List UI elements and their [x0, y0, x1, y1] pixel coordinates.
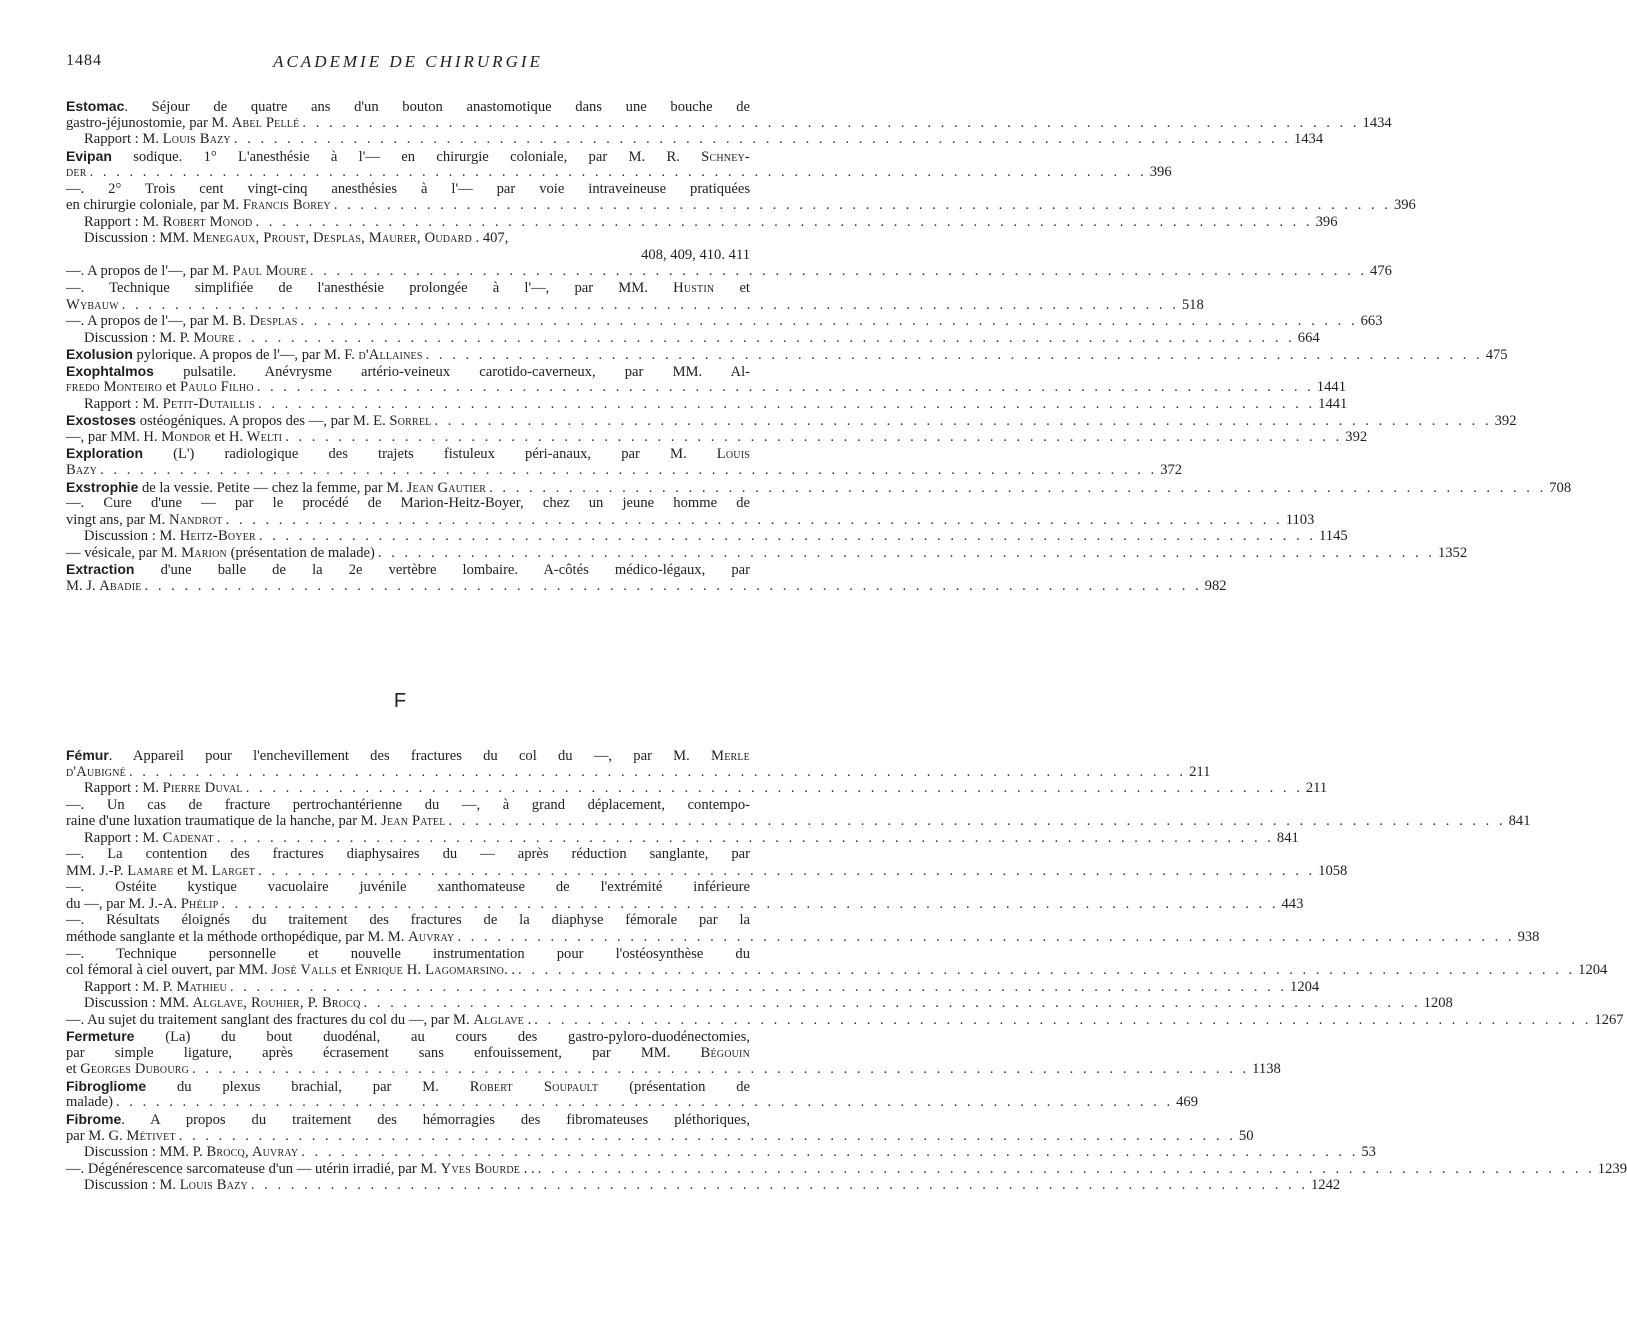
author-name: Pierre Duval [162, 780, 243, 797]
leader-dots: . . . . . . . . . . . . . . . . . . . . . . . . . . . . . . . . . . . . . . . . . . . . . . . . . . . . . . . . . . . . . . . . . . . . . . . . . . . . . . . . [216, 829, 1274, 846]
entry-text: —. Résultats éloignés du traitement des fractures de la diaphyse fémorale par la [66, 912, 750, 929]
entry-text: pulsatile. Anévrysme artério-veineux carotido-caverneux, par MM. Al- [153, 363, 750, 380]
leader-dots: . . . . . . . . . . . . . . . . . . . . . . . . . . . . . . . . . . . . . . . . . . . . . . . . . . . . . . . . . . . . . . . . . . . . . . . . . . . . . . . . [434, 413, 1492, 430]
author-name: Georges Dubourg [80, 1061, 190, 1078]
author-name: Wybauw [66, 296, 119, 313]
leader-dots: . . . . . . . . . . . . . . . . . . . . . . . . . . . . . . . . . . . . . . . . . . . . . . . . . . . . . . . . . . . . . . . . . . . . . . . . . . . . . . . . [245, 780, 1303, 797]
entry-text: . Séjour de quatre ans d'un bouton anastomotique dans une bouche de [124, 99, 750, 115]
page-reference: 392 [1494, 413, 1517, 430]
index-line [66, 197, 1416, 214]
page-reference: 1138 [1252, 1061, 1281, 1078]
entry-text [66, 263, 307, 280]
index-line [66, 412, 1517, 430]
index-term: Exploration [66, 445, 144, 462]
leader-dots: . . . . . . . . . . . . . . . . . . . . . . . . . . . . . . . . . . . . . . . . . . . . . . . . . . . . . . . . . . . . . . . . . . . . . . . . . . . . . . . . [178, 1127, 1236, 1144]
page-reference: 664 [1297, 329, 1320, 346]
author-name: fredo Monteiro [66, 379, 163, 396]
entry-text [66, 545, 375, 562]
entry-text: —. Au sujet du traitement sanglant des fractures du col du —, par M. [66, 1011, 474, 1028]
author-name: José Valls [271, 962, 337, 979]
index-line [66, 511, 1315, 529]
page-reference: 372 [1160, 462, 1183, 479]
entry-text: —. Ostéite kystique vacuolaire juvénile xanthomateuse de l'extrémité inférieure [66, 879, 750, 896]
entry-text: —. Dégénérescence sarcomateuse d'un — utérin irradié, par M. [66, 1160, 441, 1177]
page-reference: 663 [1360, 313, 1383, 330]
entry-text [66, 929, 454, 946]
index-line [66, 995, 1453, 1012]
index-line [66, 181, 750, 198]
entry-text [66, 1061, 189, 1078]
entry-text: d'une balle de la 2e vertèbre lombaire. A-côtés médico-légaux, par [134, 562, 750, 579]
entry-text [66, 479, 486, 497]
index-line [66, 895, 1304, 913]
index-line [66, 879, 750, 896]
author-name: Merle [711, 748, 750, 764]
author-name: Schney- [701, 148, 750, 165]
index-block-f [66, 747, 1627, 1194]
index-line [66, 379, 1346, 396]
index-term: Exolusion [66, 346, 133, 363]
entry-text: M. J. [66, 577, 100, 594]
entry-text: Rapport : M. [84, 829, 163, 846]
entry-text [84, 830, 214, 847]
author-name: Paul Moure [232, 263, 307, 280]
author-name: Phélip [180, 895, 219, 912]
entry-text: . . [504, 962, 516, 979]
author-name: Métivet [126, 1127, 176, 1144]
index-line [66, 561, 750, 578]
index-line [66, 1111, 750, 1128]
leader-dots: . . . . . . . . . . . . . . . . . . . . . . . . . . . . . . . . . . . . . . . . . . . . . . . . . . . . . . . . . . . . . . . . . . . . . . . . . . . . . . . . [225, 511, 1283, 528]
author-name: Alglave, Rouhier, P. Brocq [192, 995, 361, 1012]
index-term: Exostoses [66, 412, 137, 429]
author-name: Auvray [408, 929, 455, 946]
page-reference: 1441 [1316, 379, 1346, 396]
entry-text: et M. [173, 862, 212, 879]
leader-dots: . . . . . . . . . . . . . . . . . . . . . . . . . . . . . . . . . . . . . . . . . . . . . . . . . . . . . . . . . . . . . . . . . . . . . . . . . . . . . . . . [534, 1011, 1592, 1028]
leader-dots: . . . . . . . . . . . . . . . . . . . . . . . . . . . . . . . . . . . . . . . . . . . . . . . . . . . . . . . . . . . . . . . . . . . . . . . . . . . . . . . . [128, 763, 1187, 780]
entry-text: par M. G. [66, 1127, 127, 1144]
page-reference: 1434 [1362, 114, 1392, 131]
leader-dots: . . . . . . . . . . . . . . . . . . . . . . . . . . . . . . . . . . . . . . . . . . . . . . . . . . . . . . . . . . . . . . . . . . . . . . . . . . . . . . . . [237, 329, 1295, 346]
author-name: Robert Monod [162, 213, 253, 230]
index-line [66, 813, 1531, 830]
index-line [66, 1127, 1254, 1145]
entry-text: Rapport : M. [84, 131, 163, 148]
page-reference: 1352 [1437, 544, 1468, 561]
index-line [66, 797, 750, 814]
entry-text: de la vessie. Petite — chez la femme, par M. [138, 479, 407, 496]
author-name: Welti [246, 428, 283, 445]
index-line [66, 846, 750, 863]
index-line [66, 98, 750, 115]
index-line [66, 747, 750, 764]
author-name: Francis Borey [242, 197, 331, 214]
leader-dots: . . . . . . . . . . . . . . . . . . . . . . . . . . . . . . . . . . . . . . . . . . . . . . . . . . . . . . . . . . . . . . . . . . . . . . . . . . . . . . . . [333, 197, 1391, 214]
entry-text: du —, par M. J.-A. [66, 895, 181, 912]
page-reference: 1242 [1310, 1177, 1341, 1194]
entry-text [84, 1177, 248, 1194]
entry-text: —. A propos de l'—, par M. B. [66, 313, 250, 330]
author-name: Abadie [99, 577, 142, 594]
entry-text [66, 962, 515, 979]
entry-text: gastro-jéjunostomie, par M. [66, 114, 232, 131]
index-line [66, 313, 1383, 330]
entry-text [66, 512, 223, 529]
page-reference: 1208 [1423, 995, 1453, 1012]
page-reference: 708 [1549, 479, 1572, 496]
author-name: Robert Soupault [469, 1078, 599, 1095]
index-line [66, 296, 1204, 314]
author-name: Petit-Dutaillis [162, 395, 256, 412]
entry-text: — vésicale, par M. [66, 544, 182, 561]
page-reference: 396 [1149, 164, 1172, 181]
entry-text: —. La contention des fractures diaphysaires du — après réduction sanglante, par [66, 846, 750, 863]
page-reference: 396 [1393, 197, 1416, 214]
page-reference: 392 [1345, 428, 1368, 445]
entry-text [84, 780, 243, 797]
author-name: Abel Pellé [231, 114, 300, 131]
author-name: Hustin [673, 280, 715, 297]
entry-text: Rapport : M. [84, 395, 163, 412]
page-reference: 982 [1204, 577, 1227, 594]
author-name: Jean Gautier [406, 479, 487, 496]
page-reference: 476 [1370, 263, 1392, 280]
index-line [66, 528, 1348, 545]
entry-text: et [66, 1061, 81, 1078]
entry-text: raine d'une luxation traumatique de la hanche, par M. [66, 813, 382, 830]
page-reference: 1204 [1578, 962, 1608, 979]
leader-dots: . . . . . . . . . . . . . . . . . . . . . . . . . . . . . . . . . . . . . . . . . . . . . . . . . . . . . . . . . . . . . . . . . . . . . . . . . . . . . . . . [302, 114, 1360, 131]
index-line [66, 962, 1608, 979]
entry-text [66, 197, 331, 214]
leader-dots: . . . . . . . . . . . . . . . . . . . . . . . . . . . . . . . . . . . . . . . . . . . . . . . . . . . . . . . . . . . . . . . . . . . . . . . . . . . . . . . . [301, 1144, 1359, 1161]
index-line [66, 1177, 1341, 1194]
index-line [66, 213, 1338, 231]
leader-dots: . . . . . . . . . . . . . . . . . . . . . . . . . . . . . . . . . . . . . . . . . . . . . . . . . . . . . . . . . . . . . . . . . . . . . . . . . . . . . . . . [192, 1061, 1250, 1078]
page-reference: 211 [1305, 780, 1328, 797]
author-name: Nandrot [168, 511, 223, 528]
index-line [66, 395, 1348, 413]
entry-text: malade) [66, 1094, 113, 1111]
index-term: Fibrogliome [66, 1077, 147, 1094]
entry-text: méthode sanglante et la méthode orthopédique, par M. M. [66, 929, 409, 946]
leader-dots: . . . . . . . . . . . . . . . . . . . . . . . . . . . . . . . . . . . . . . . . . . . . . . . . . . . . . . . . . . . . . . . . . . . . . . . . . . . . . . . . [285, 428, 1343, 445]
entry-text: Discussion : MM. [84, 230, 193, 247]
entry-text [66, 379, 254, 396]
index-term: Exophtalmos [66, 362, 154, 379]
index-line [66, 1045, 750, 1062]
entry-text: . . [520, 1160, 535, 1177]
page-reference: 1103 [1285, 511, 1315, 528]
leader-dots: . . . . . . . . . . . . . . . . . . . . . . . . . . . . . . . . . . . . . . . . . . . . . . . . . . . . . . . . . . . . . . . . . . . . . . . . . . . . . . . . [121, 296, 1179, 313]
index-line [66, 978, 1320, 996]
leader-dots: . . . . . . . . . . . . . . . . . . . . . . . . . . . . . . . . . . . . . . . . . . . . . . . . . . . . . . . . . . . . . . . . . . . . . . . . . . . . . . . . [116, 1094, 1174, 1111]
index-term: Extraction [66, 561, 135, 578]
author-name: Heitz-Boyer [179, 528, 256, 545]
entry-text [66, 578, 142, 595]
page-number: 1484 [66, 52, 102, 69]
index-term: Fémur [66, 747, 109, 763]
author-name: Enrique H. Lagomarsino [354, 962, 505, 979]
leader-dots: . . . . . . . . . . . . . . . . . . . . . . . . . . . . . . . . . . . . . . . . . . . . . . . . . . . . . . . . . . . . . . . . . . . . . . . . . . . . . . . . [258, 395, 1316, 412]
author-name: Menegaux, Proust, Desplas, Maurer, Oudard [192, 230, 472, 247]
leader-dots: . . . . . . . . . . . . . . . . . . . . . . . . . . . . . . . . . . . . . . . . . . . . . . . . . . . . . . . . . . . . . . . . . . . . . . . . . . . . . . . . [144, 577, 1202, 594]
entry-text [84, 1144, 298, 1161]
author-name: Marion [181, 544, 227, 561]
page-reference: 475 [1485, 347, 1508, 364]
index-line [66, 1078, 750, 1095]
index-line [66, 1011, 1624, 1029]
entry-text [84, 230, 508, 247]
index-line [66, 445, 750, 462]
index-line [66, 230, 750, 247]
entry-text: et [714, 280, 750, 297]
entry-text: Rapport : M. P. [84, 978, 177, 995]
author-name: Jean Patel [381, 813, 446, 830]
leader-dots: . . . . . . . . . . . . . . . . . . . . . . . . . . . . . . . . . . . . . . . . . . . . . . . . . . . . . . . . . . . . . . . . . . . . . . . . . . . . . . . . [309, 263, 1368, 280]
running-header [66, 52, 750, 74]
author-name: Bazy [66, 462, 98, 479]
index-line [66, 1160, 1627, 1178]
entry-text [66, 429, 282, 446]
entry-text: du plexus brachial, par M. [146, 1078, 470, 1095]
entry-text [66, 115, 299, 132]
leader-dots: . . . . . . . . . . . . . . . . . . . . . . . . . . . . . . . . . . . . . . . . . . . . . . . . . . . . . . . . . . . . . . . . . . . . . . . . . . . . . . . . [100, 462, 1158, 479]
index-line [66, 131, 1324, 148]
page-reference: 938 [1517, 929, 1540, 946]
page-reference: 396 [1315, 213, 1338, 230]
entry-text [84, 979, 227, 996]
entry-text: Discussion : M. P. [84, 329, 194, 346]
page-reference: 469 [1176, 1094, 1198, 1111]
leader-dots: . . . . . . . . . . . . . . . . . . . . . . . . . . . . . . . . . . . . . . . . . . . . . . . . . . . . . . . . . . . . . . . . . . . . . . . . . . . . . . . . [256, 379, 1314, 396]
author-name: Mathieu [176, 978, 227, 995]
index-line [66, 946, 750, 963]
page-reference: 1267 [1594, 1011, 1624, 1028]
entry-text: Discussion : M. [84, 528, 180, 545]
entry-text: (La) du bout duodénal, au cours des gastro-pyloro-duodénectomies, [134, 1029, 750, 1046]
entry-text [84, 396, 255, 413]
entry-text: (présentation de [598, 1078, 750, 1095]
entry-text [66, 297, 119, 314]
index-block-e [66, 98, 1572, 594]
entry-text: col fémoral à ciel ouvert, par MM. [66, 962, 272, 979]
leader-dots: . . . . . . . . . . . . . . . . . . . . . . . . . . . . . . . . . . . . . . . . . . . . . . . . . . . . . . . . . . . . . . . . . . . . . . . . . . . . . . . . [258, 528, 1317, 545]
leader-dots: . . . . . . . . . . . . . . . . . . . . . . . . . . . . . . . . . . . . . . . . . . . . . . . . . . . . . . . . . . . . . . . . . . . . . . . . . . . . . . . . [425, 347, 1483, 364]
author-name: Alglave [473, 1011, 524, 1028]
page-reference: 841 [1276, 829, 1299, 846]
index-term: Fermeture [66, 1028, 135, 1045]
author-name: Moure [193, 329, 235, 346]
leader-dots: . . . . . . . . . . . . . . . . . . . . . . . . . . . . . . . . . . . . . . . . . . . . . . . . . . . . . . . . . . . . . . . . . . . . . . . . . . . . . . . . [537, 1160, 1595, 1177]
entry-text [84, 995, 361, 1012]
index-line [66, 544, 1468, 562]
entry-text [66, 412, 432, 430]
author-name: der [66, 164, 87, 181]
entry-text: . [523, 1011, 532, 1028]
author-name: d'Allaines [358, 347, 423, 364]
entry-text: vingt ans, par M. [66, 511, 169, 528]
index-line [66, 862, 1348, 880]
leader-dots: . . . . . . . . . . . . . . . . . . . . . . . . . . . . . . . . . . . . . . . . . . . . . . . . . . . . . . . . . . . . . . . . . . . . . . . . . . . . . . . . [89, 164, 1147, 181]
entry-text: (L') radiologique des trajets fistuleux péri-anaux, par M. [143, 446, 717, 463]
entry-text [84, 131, 231, 148]
page-reference: 1058 [1318, 862, 1348, 879]
page-reference: 50 [1238, 1127, 1254, 1144]
page-reference: 1239 [1597, 1160, 1627, 1177]
entry-text: —. Technique simplifiée de l'anesthésie prolongée à l'—, par MM. [66, 280, 674, 297]
leader-dots: . . . . . . . . . . . . . . . . . . . . . . . . . . . . . . . . . . . . . . . . . . . . . . . . . . . . . . . . . . . . . . . . . . . . . . . . . . . . . . . . [250, 1177, 1308, 1194]
index-line [66, 280, 750, 297]
author-name: Bégouin [700, 1044, 750, 1061]
index-line [66, 1094, 1198, 1111]
entry-text [66, 1161, 535, 1178]
entry-text: pylorique. A propos de l'—, par M. F. [132, 347, 359, 364]
entry-text [66, 1094, 113, 1111]
author-name: d'Aubigné [66, 763, 126, 780]
page-reference: 841 [1508, 813, 1531, 830]
index-line [66, 1028, 750, 1045]
leader-dots: . . . . . . . . . . . . . . . . . . . . . . . . . . . . . . . . . . . . . . . . . . . . . . . . . . . . . . . . . . . . . . . . . . . . . . . . . . . . . . . . [457, 929, 1515, 946]
index-line [66, 912, 750, 929]
entry-text: —. A propos de l'—, par M. [66, 263, 233, 280]
index-line [66, 164, 1172, 181]
index-line [66, 363, 750, 380]
entry-text: Discussion : MM. P. [84, 1144, 207, 1161]
index-line [66, 346, 1508, 364]
index-line [66, 929, 1540, 946]
entry-text [66, 462, 97, 479]
page-reference: 211 [1189, 763, 1211, 780]
entry-text: par simple ligature, après écrasement sans enfouissement, par MM. [66, 1044, 701, 1061]
entry-text: ostéogéniques. A propos des —, par M. E. [136, 413, 390, 430]
index-line [66, 329, 1320, 347]
entry-text: Discussion : MM. [84, 995, 193, 1012]
index-line [66, 1061, 1281, 1078]
page-reference: 1145 [1319, 528, 1348, 545]
entry-text [66, 346, 423, 364]
entry-text: Discussion : M. [84, 1177, 180, 1194]
author-name: Louis Bazy [162, 131, 231, 148]
author-name: Larget [211, 862, 256, 879]
entry-text: Rapport : M. [84, 780, 163, 797]
leader-dots: . . . . . . . . . . . . . . . . . . . . . . . . . . . . . . . . . . . . . . . . . . . . . . . . . . . . . . . . . . . . . . . . . . . . . . . . . . . . . . . . [448, 813, 1506, 830]
entry-text [66, 863, 255, 880]
index-term: Exstrophie [66, 478, 139, 495]
running-title: ACADEMIE DE CHIRURGIE [273, 52, 543, 71]
index-term: Fibrome [66, 1111, 122, 1128]
index-line [66, 763, 1211, 781]
entry-text: et [336, 962, 355, 979]
entry-text: —. Cure d'une — par le procédé de Marion-Heitz-Boyer, chez un jeune homme de [66, 495, 750, 512]
entry-text [66, 313, 298, 330]
entry-text: sodique. 1° L'anesthésie à l'— en chirurgie coloniale, par M. R. [111, 148, 702, 165]
index-line [66, 247, 750, 264]
entry-text: —. Technique personnelle et nouvelle instrumentation pour l'ostéosynthèse du [66, 945, 750, 962]
author-name: Louis Bazy [179, 1177, 248, 1194]
author-name: Mondor [161, 428, 211, 445]
entry-text [84, 528, 256, 545]
author-name: Louis [716, 446, 750, 463]
index-line [66, 478, 1572, 496]
author-name: Lamare [127, 862, 174, 879]
page-reference: 53 [1361, 1144, 1376, 1161]
entry-text: . 407, [471, 230, 509, 247]
entry-text [66, 896, 218, 913]
index-line [66, 148, 750, 165]
entry-text: Rapport : M. [84, 213, 163, 230]
entry-text [84, 330, 235, 347]
entry-text: (présentation de malade) [226, 544, 375, 561]
page-reference: 1204 [1290, 978, 1320, 995]
leader-dots: . . . . . . . . . . . . . . . . . . . . . . . . . . . . . . . . . . . . . . . . . . . . . . . . . . . . . . . . . . . . . . . . . . . . . . . . . . . . . . . . [489, 479, 1547, 496]
entry-text [66, 764, 126, 781]
entry-text [66, 1128, 176, 1145]
index-line [66, 577, 1227, 595]
author-name: Brocq, Auvray [206, 1144, 299, 1161]
entry-text: . Appareil pour l'enchevillement des fractures du col du —, par M. [108, 748, 712, 764]
entry-text [66, 1012, 531, 1029]
index-line [66, 462, 1183, 479]
index-line [66, 780, 1328, 797]
page-reference: 1441 [1318, 395, 1348, 412]
leader-dots: . . . . . . . . . . . . . . . . . . . . . . . . . . . . . . . . . . . . . . . . . . . . . . . . . . . . . . . . . . . . . . . . . . . . . . . . . . . . . . . . [518, 962, 1576, 979]
leader-dots: . . . . . . . . . . . . . . . . . . . . . . . . . . . . . . . . . . . . . . . . . . . . . . . . . . . . . . . . . . . . . . . . . . . . . . . . . . . . . . . . [255, 213, 1313, 230]
entry-text: 408, 409, 410. 411 [641, 246, 750, 263]
entry-text: —. Un cas de fracture pertrochantérienne du —, à grand déplacement, contempo- [66, 796, 750, 813]
leader-dots: . . . . . . . . . . . . . . . . . . . . . . . . . . . . . . . . . . . . . . . . . . . . . . . . . . . . . . . . . . . . . . . . . . . . . . . . . . . . . . . . [363, 995, 1421, 1012]
page-reference: 518 [1181, 296, 1204, 313]
leader-dots: . . . . . . . . . . . . . . . . . . . . . . . . . . . . . . . . . . . . . . . . . . . . . . . . . . . . . . . . . . . . . . . . . . . . . . . . . . . . . . . . [258, 862, 1316, 879]
index-line [66, 263, 1392, 280]
entry-text: MM. J.-P. [66, 862, 128, 879]
author-name: Sorrel [389, 413, 432, 430]
entry-text: —, par MM. H. [66, 428, 162, 445]
index-term: Evipan [66, 147, 112, 164]
entry-text: en chirurgie coloniale, par M. [66, 197, 243, 214]
page-reference: 1434 [1293, 131, 1324, 148]
entry-text: . A propos du traitement des hémorragies des fibromateuses pléthoriques, [121, 1112, 750, 1129]
entry-text [66, 164, 87, 181]
index-line [66, 495, 750, 512]
entry-text: —. 2° Trois cent vingt-cinq anesthésies à l'— par voie intraveineuse pratiquées [66, 180, 750, 197]
author-name: Paulo Filho [179, 379, 254, 396]
section-letter: F [393, 690, 407, 712]
index-line [66, 428, 1368, 446]
entry-text: et H. [211, 428, 247, 445]
leader-dots: . . . . . . . . . . . . . . . . . . . . . . . . . . . . . . . . . . . . . . . . . . . . . . . . . . . . . . . . . . . . . . . . . . . . . . . . . . . . . . . . [300, 313, 1358, 330]
index-line [66, 114, 1392, 132]
entry-text: et [162, 379, 180, 396]
index-line [66, 1144, 1376, 1161]
index-line [66, 829, 1299, 847]
leader-dots: . . . . . . . . . . . . . . . . . . . . . . . . . . . . . . . . . . . . . . . . . . . . . . . . . . . . . . . . . . . . . . . . . . . . . . . . . . . . . . . . [233, 131, 1291, 148]
leader-dots: . . . . . . . . . . . . . . . . . . . . . . . . . . . . . . . . . . . . . . . . . . . . . . . . . . . . . . . . . . . . . . . . . . . . . . . . . . . . . . . . [377, 544, 1435, 561]
entry-text [84, 214, 252, 231]
entry-text [66, 813, 446, 830]
author-name: Desplas [249, 313, 298, 330]
leader-dots: . . . . . . . . . . . . . . . . . . . . . . . . . . . . . . . . . . . . . . . . . . . . . . . . . . . . . . . . . . . . . . . . . . . . . . . . . . . . . . . . [221, 895, 1279, 912]
page-reference: 443 [1281, 895, 1304, 912]
author-name: Yves Bourde [440, 1160, 521, 1177]
leader-dots: . . . . . . . . . . . . . . . . . . . . . . . . . . . . . . . . . . . . . . . . . . . . . . . . . . . . . . . . . . . . . . . . . . . . . . . . . . . . . . . . [229, 978, 1288, 995]
index-term: Estomac [66, 98, 125, 114]
author-name: Cadenat [162, 829, 214, 846]
